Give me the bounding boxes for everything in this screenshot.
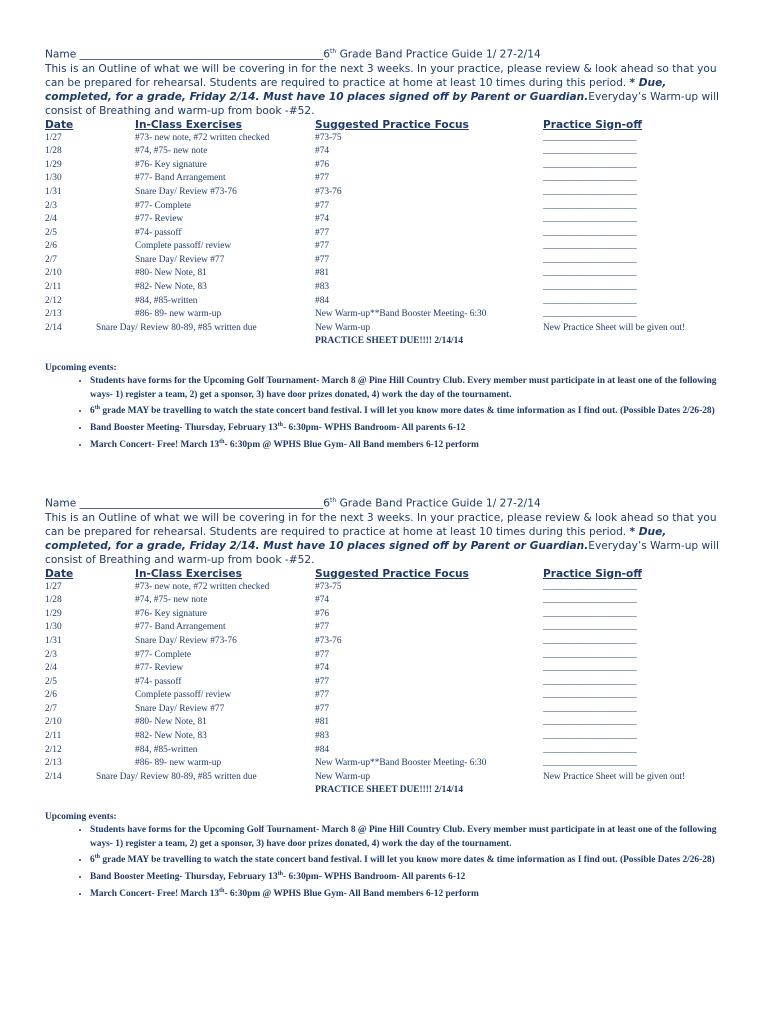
row-exercise: #80- New Note, 81 — [135, 268, 207, 279]
row-focus: #74 — [315, 146, 330, 157]
row-exercise: Snare Day/ Review #73-76 — [135, 186, 237, 197]
grade-number: 6 — [323, 48, 331, 61]
table-row — [45, 649, 730, 663]
row-signoff[interactable]: ____________________ — [543, 758, 637, 769]
header-signoff: Practice Sign-off — [543, 118, 642, 131]
row-focus: #74 — [315, 214, 330, 225]
row-signoff[interactable]: ____________________ — [543, 268, 637, 279]
header-date: Date — [45, 567, 74, 580]
event-booster-meeting — [90, 868, 730, 885]
row-focus: #73-75 — [315, 132, 342, 143]
row-signoff[interactable]: New Practice Sheet will be given out! — [543, 771, 686, 782]
row-focus: #77 — [315, 676, 330, 687]
event-text: Students have forms for the Upcoming Golf Tournament- March 8 @ Pine Hill Country Club. Every member must participate in at least one of the following ways- 1) register a team, 2) get a sponsor, 3) have door prizes donated, 4) work the day of the tournament. — [90, 376, 717, 400]
warmup-note: Everyday’s Warm-up will consist of Breathing and warm-up from book -#52. — [45, 90, 719, 117]
table-row — [45, 771, 730, 785]
row-signoff[interactable]: ____________________ — [543, 159, 637, 170]
row-exercise: Complete passoff/ review — [135, 690, 232, 701]
event-text: - 6:30pm- WPHS Bandroom- All parents 6-12 — [283, 872, 466, 883]
header-focus: Suggested Practice Focus — [315, 118, 469, 131]
table-row — [45, 635, 730, 649]
events-title: Upcoming events: — [45, 812, 117, 823]
row-date: 2/14 — [45, 322, 62, 333]
row-signoff[interactable]: ____________________ — [543, 146, 637, 157]
practice-schedule-table — [45, 567, 730, 799]
events-title: Upcoming events: — [45, 363, 117, 374]
row-signoff[interactable]: ____________________ — [543, 132, 637, 143]
row-signoff[interactable]: ____________________ — [543, 581, 637, 592]
row-date: 2/10 — [45, 717, 62, 728]
event-golf-tournament — [90, 824, 730, 851]
row-focus: #73-76 — [315, 186, 342, 197]
event-suffix: th — [219, 438, 225, 445]
intro-text: This is an Outline of what we will be covering in for the next 3 weeks. In your practice, please review & look ahead so that you can be prepared for rehearsal. Students are required to practice at home at least 10 times during this period. — [45, 62, 717, 89]
event-march-concert — [90, 436, 730, 453]
row-date: 2/13 — [45, 309, 62, 320]
row-focus: #83 — [315, 282, 330, 293]
row-exercise: #82- New Note, 83 — [135, 731, 207, 742]
row-exercise: #82- New Note, 83 — [135, 282, 207, 293]
row-focus: #74 — [315, 663, 330, 674]
row-focus: #77 — [315, 703, 330, 714]
table-row — [45, 581, 730, 595]
row-exercise: #77- Band Arrangement — [135, 173, 226, 184]
row-signoff[interactable]: ____________________ — [543, 595, 637, 606]
table-row — [45, 621, 730, 635]
row-date: 2/7 — [45, 703, 57, 714]
table-row — [45, 716, 730, 730]
row-exercise: #73- new note, #72 written checked — [135, 581, 270, 592]
row-focus: #81 — [315, 268, 330, 279]
row-exercise: #76- Key signature — [135, 159, 207, 170]
row-focus: #84 — [315, 744, 330, 755]
due-notice: * Due, completed, for a grade, Friday 2/14. Must have 10 places signed off by Parent or Guardian. — [45, 76, 667, 103]
row-date: 2/4 — [45, 214, 57, 225]
row-exercise: #77- Review — [135, 663, 184, 674]
table-row — [45, 594, 730, 608]
table-row — [45, 186, 730, 200]
row-signoff[interactable]: ____________________ — [543, 676, 637, 687]
row-focus: #73-75 — [315, 581, 342, 592]
row-signoff[interactable]: ____________________ — [543, 186, 637, 197]
practice-schedule-table — [45, 118, 730, 350]
table-row — [45, 308, 730, 322]
table-row — [45, 689, 730, 703]
header-date: Date — [45, 118, 74, 131]
row-focus: #77 — [315, 254, 330, 265]
table-row — [45, 281, 730, 295]
event-suffix: th — [219, 887, 225, 894]
empty-cell — [45, 335, 135, 349]
grade-number: 6 — [323, 497, 331, 510]
due-row — [45, 335, 730, 349]
empty-cell — [135, 784, 315, 798]
row-signoff[interactable]: ____________________ — [543, 214, 637, 225]
row-exercise: #84, #85-written — [135, 295, 198, 306]
row-signoff[interactable]: New Practice Sheet will be given out! — [543, 322, 686, 333]
row-focus: New Warm-up — [315, 771, 371, 782]
row-exercise: #84, #85-written — [135, 744, 198, 755]
row-focus: #76 — [315, 608, 330, 619]
row-signoff[interactable]: ____________________ — [543, 254, 637, 265]
event-text: Band Booster Meeting- Thursday, February 13 — [90, 872, 278, 883]
empty-cell — [543, 784, 730, 798]
row-date: 2/6 — [45, 241, 57, 252]
row-focus: #83 — [315, 731, 330, 742]
row-date: 2/7 — [45, 254, 57, 265]
row-date: 2/10 — [45, 268, 62, 279]
row-focus: #77 — [315, 227, 330, 238]
name-label: Name — [45, 497, 77, 510]
row-exercise: #77- Review — [135, 214, 184, 225]
event-suffix: th — [277, 421, 284, 428]
row-exercise: Snare Day/ Review #77 — [135, 703, 225, 714]
row-exercise — [96, 322, 315, 336]
event-booster-meeting — [90, 419, 730, 436]
event-text: March Concert- Free! March 13 — [90, 888, 220, 899]
table-row — [45, 254, 730, 268]
table-row — [45, 608, 730, 622]
row-exercise: Snare Day/ Review #77 — [135, 254, 225, 265]
row-date: 1/30 — [45, 173, 62, 184]
row-exercise: #74, #75- new note — [135, 595, 208, 606]
guide-intro — [45, 494, 730, 567]
row-exercise — [96, 771, 315, 785]
intro-text: This is an Outline of what we will be covering in for the next 3 weeks. In your practice, please review & look ahead so that you can be prepared for rehearsal. Students are required to practice at home at least 10 times during this period. — [45, 511, 717, 538]
empty-cell — [135, 335, 315, 349]
table-row — [45, 322, 730, 336]
row-focus: #77 — [315, 649, 330, 660]
row-signoff[interactable]: ____________________ — [543, 703, 637, 714]
row-focus: #84 — [315, 295, 330, 306]
event-text: Students have forms for the Upcoming Golf Tournament- March 8 @ Pine Hill Country Club. Every member must participate in at least one of the following ways- 1) register a team, 2) get a sponsor, 3) have door prizes donated, 4) work the day of the tournament. — [90, 825, 717, 849]
event-text: - 6:30pm @ WPHS Blue Gym- All Band members 6-12 perform — [224, 888, 479, 899]
row-exercise: #86- 89- new warm-up — [135, 309, 222, 320]
table-row — [45, 662, 730, 676]
row-date: 1/28 — [45, 146, 62, 157]
event-march-concert — [90, 885, 730, 902]
name-line: ______________________________________________ — [79, 48, 324, 61]
grade-suffix: th — [330, 48, 337, 55]
empty-cell — [45, 784, 135, 798]
guide-title: Grade Band Practice Guide 1/ 27-2/14 — [336, 48, 541, 61]
header-exercises: In-Class Exercises — [135, 567, 242, 580]
table-row — [45, 295, 730, 309]
row-exercise: #80- New Note, 81 — [135, 717, 207, 728]
row-date: 2/12 — [45, 744, 62, 755]
row-signoff[interactable]: ____________________ — [543, 608, 637, 619]
table-row — [45, 159, 730, 173]
event-text: - 6:30pm- WPHS Bandroom- All parents 6-12 — [283, 423, 466, 434]
table-row — [45, 730, 730, 744]
events-list — [45, 824, 730, 901]
row-signoff[interactable]: ____________________ — [543, 649, 637, 660]
row-exercise: #76- Key signature — [135, 608, 207, 619]
row-signoff[interactable]: ____________________ — [543, 309, 637, 320]
row-date: 2/11 — [45, 731, 62, 742]
row-date: 1/31 — [45, 186, 62, 197]
row-signoff[interactable]: ____________________ — [543, 173, 637, 184]
row-exercise: #86- 89- new warm-up — [135, 758, 222, 769]
row-date: 2/3 — [45, 200, 57, 211]
row-focus: #74 — [315, 595, 330, 606]
row-signoff[interactable]: ____________________ — [543, 731, 637, 742]
row-date: 1/30 — [45, 622, 62, 633]
row-date: 2/6 — [45, 690, 57, 701]
row-focus: #77 — [315, 622, 330, 633]
event-suffix: th — [94, 854, 101, 861]
table-header-row — [45, 567, 730, 581]
header-signoff: Practice Sign-off — [543, 567, 642, 580]
row-date: 2/5 — [45, 227, 57, 238]
event-text: grade MAY be travelling to watch the state concert band festival. I will let you know more dates & time information as I find out. (Possible Dates 2/26-28) — [100, 855, 715, 866]
due-notice: * Due, completed, for a grade, Friday 2/14. Must have 10 places signed off by Parent or Guardian. — [45, 525, 667, 552]
row-exercise: #74, #75- new note — [135, 146, 208, 157]
practice-guide-top — [45, 45, 730, 452]
row-signoff[interactable]: ____________________ — [543, 227, 637, 238]
row-exercise: #74- passoff — [135, 676, 182, 687]
event-text: grade MAY be travelling to watch the state concert band festival. I will let you know more dates & time information as I find out. (Possible Dates 2/26-28) — [100, 406, 715, 417]
row-signoff[interactable]: ____________________ — [543, 635, 637, 646]
warmup-note: Everyday’s Warm-up will consist of Breathing and warm-up from book -#52. — [45, 539, 719, 566]
practice-guide-bottom — [45, 494, 730, 901]
table-row — [45, 172, 730, 186]
row-exercise: #77- Complete — [135, 200, 191, 211]
row-focus: New Warm-up**Band Booster Meeting- 6:30 — [315, 309, 487, 320]
row-date: 1/28 — [45, 595, 62, 606]
row-exercise-text: Snare Day/ Review 80-89, #85 written due — [96, 322, 257, 333]
row-signoff[interactable]: ____________________ — [543, 663, 637, 674]
row-date: 2/11 — [45, 282, 62, 293]
row-signoff[interactable]: ____________________ — [543, 717, 637, 728]
practice-sheet-due: PRACTICE SHEET DUE!!!! 2/14/14 — [315, 336, 464, 347]
row-signoff[interactable]: ____________________ — [543, 622, 637, 633]
row-focus: #77 — [315, 690, 330, 701]
table-header-row — [45, 118, 730, 132]
row-date: 2/3 — [45, 649, 57, 660]
row-exercise: #73- new note, #72 written checked — [135, 132, 270, 143]
row-date: 2/12 — [45, 295, 62, 306]
event-suffix: th — [94, 405, 101, 412]
row-focus: New Warm-up**Band Booster Meeting- 6:30 — [315, 758, 487, 769]
row-focus: #77 — [315, 241, 330, 252]
table-row — [45, 676, 730, 690]
table-row — [45, 145, 730, 159]
name-label: Name — [45, 48, 77, 61]
row-focus: #76 — [315, 159, 330, 170]
event-text: Band Booster Meeting- Thursday, February 13 — [90, 423, 278, 434]
event-golf-tournament — [90, 375, 730, 402]
event-suffix: th — [277, 870, 284, 877]
guide-title: Grade Band Practice Guide 1/ 27-2/14 — [336, 497, 541, 510]
empty-cell — [543, 335, 730, 349]
grade-suffix: th — [330, 497, 337, 504]
row-exercise-text: Snare Day/ Review 80-89, #85 written due — [96, 771, 257, 782]
row-exercise: #77- Band Arrangement — [135, 622, 226, 633]
row-date: 2/14 — [45, 771, 62, 782]
practice-sheet-due: PRACTICE SHEET DUE!!!! 2/14/14 — [315, 785, 464, 796]
row-focus: #77 — [315, 200, 330, 211]
row-date: 1/29 — [45, 159, 62, 170]
row-signoff[interactable]: ____________________ — [543, 744, 637, 755]
row-focus: New Warm-up — [315, 322, 371, 333]
row-exercise: Complete passoff/ review — [135, 241, 232, 252]
event-state-festival — [90, 851, 730, 868]
row-exercise: #77- Complete — [135, 649, 191, 660]
table-row — [45, 757, 730, 771]
event-state-festival — [90, 402, 730, 419]
row-date: 2/13 — [45, 758, 62, 769]
row-exercise: #74- passoff — [135, 227, 182, 238]
row-signoff[interactable]: ____________________ — [543, 295, 637, 306]
row-focus: #77 — [315, 173, 330, 184]
guide-intro — [45, 45, 730, 118]
row-date: 2/4 — [45, 663, 57, 674]
row-signoff[interactable]: ____________________ — [543, 241, 637, 252]
row-date: 1/27 — [45, 581, 62, 592]
table-row — [45, 744, 730, 758]
row-date: 2/5 — [45, 676, 57, 687]
row-signoff[interactable]: ____________________ — [543, 690, 637, 701]
event-text: - 6:30pm @ WPHS Blue Gym- All Band members 6-12 perform — [224, 439, 479, 450]
row-date: 1/31 — [45, 635, 62, 646]
event-text: 6 — [90, 855, 95, 866]
row-date: 1/29 — [45, 608, 62, 619]
row-date: 1/27 — [45, 132, 62, 143]
due-row — [45, 784, 730, 798]
header-focus: Suggested Practice Focus — [315, 567, 469, 580]
table-row — [45, 213, 730, 227]
row-signoff[interactable]: ____________________ — [543, 282, 637, 293]
row-signoff[interactable]: ____________________ — [543, 200, 637, 211]
name-line: ______________________________________________ — [79, 497, 324, 510]
events-list — [45, 375, 730, 452]
table-row — [45, 200, 730, 214]
table-row — [45, 703, 730, 717]
event-text: 6 — [90, 406, 95, 417]
event-text: March Concert- Free! March 13 — [90, 439, 220, 450]
table-row — [45, 240, 730, 254]
table-row — [45, 132, 730, 146]
table-row — [45, 267, 730, 281]
row-focus: #81 — [315, 717, 330, 728]
row-focus: #73-76 — [315, 635, 342, 646]
header-exercises: In-Class Exercises — [135, 118, 242, 131]
row-exercise: Snare Day/ Review #73-76 — [135, 635, 237, 646]
table-row — [45, 227, 730, 241]
